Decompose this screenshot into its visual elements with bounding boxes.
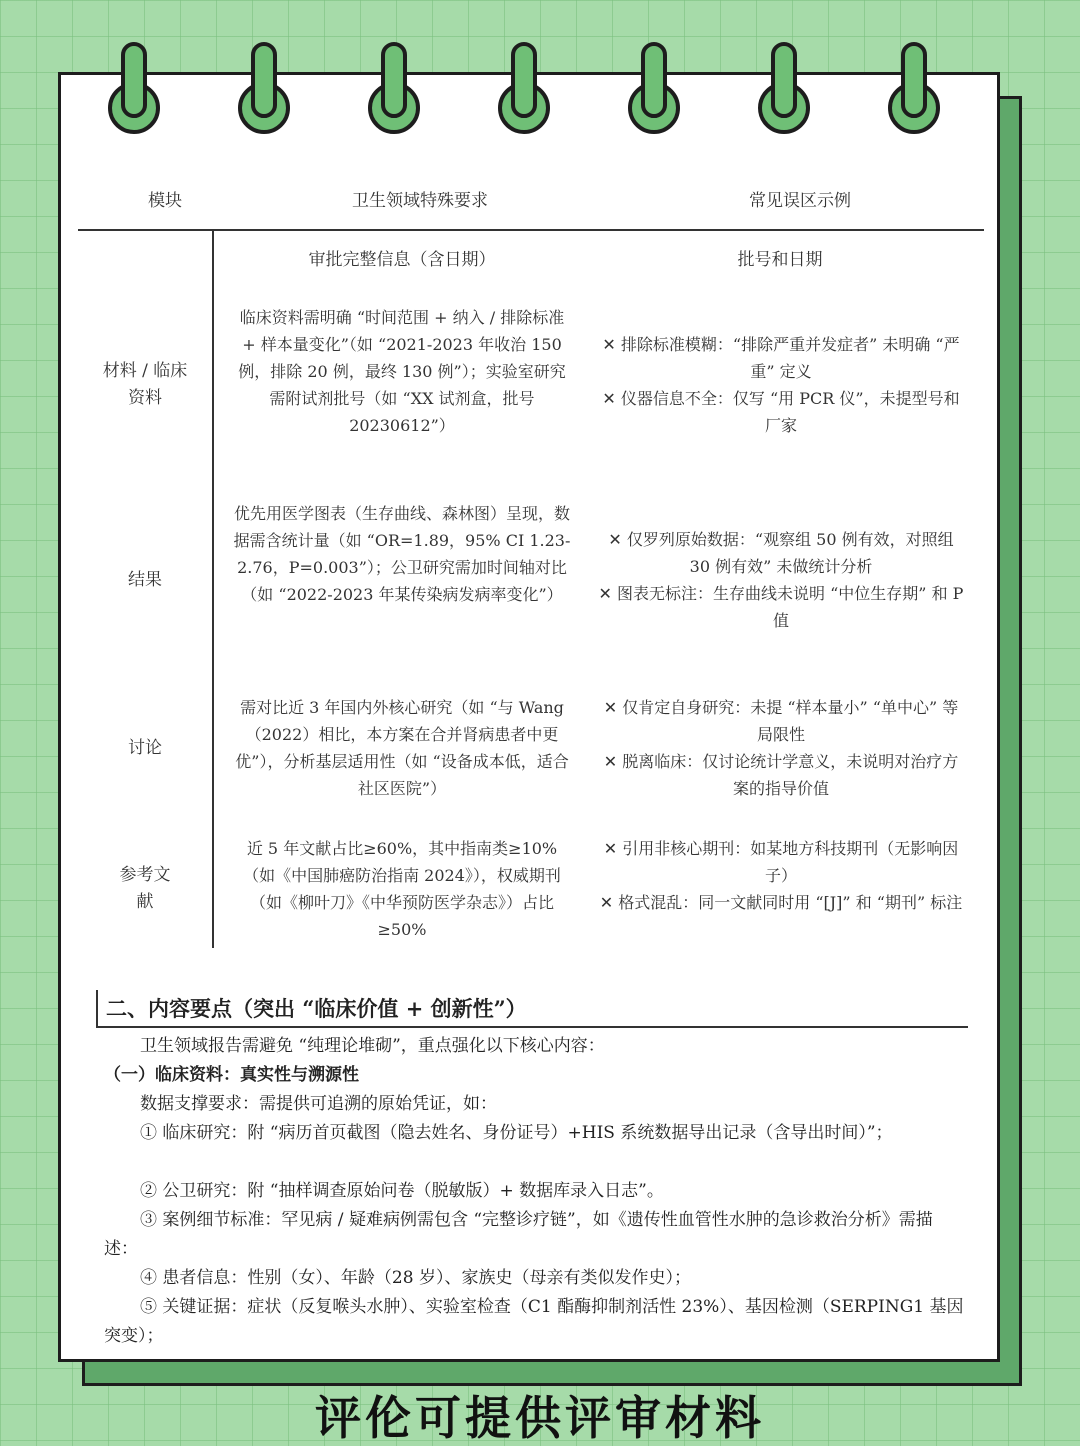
table-header-errors: 常见误区示例 [749,191,851,211]
list-item: ① 临床研究：附 “病历首页截图（隐去姓名、身份证号）+HIS 系统数据导出记录（含导出时间）”； [140,1123,893,1143]
table-row-errors [596,835,966,916]
error-item: ✕ 仅罗列原始数据：“观察组 50 例有效，对照组 30 例有效” 未做统计分析 [608,530,954,576]
table-row-module: 讨论 [128,738,162,758]
spiral-ring-icon [758,42,810,136]
table-column-divider [212,230,214,948]
table-subheader-requirement: 审批完整信息（含日期） [308,250,496,270]
table-header-requirement: 卫生领域特殊要求 [352,191,488,211]
list-item: ② 公卫研究：附 “抽样调查原始问卷（脱敏版）+ 数据库录入日志”。 [140,1181,664,1201]
list-item: ④ 患者信息：性别（女）、年龄（28 岁）、家族史（母亲有类似发作史）； [140,1268,691,1288]
table-row-requirement: 临床资料需明确 “时间范围 + 纳入 / 排除标准 + 样本量变化”（如 “2021-2023 年收治 150 例，排除 20 例，最终 130 例”）；实验室研究需附试剂批号（如 “XX 试剂盒，批号 20230612”） [238,308,566,435]
spiral-ring-icon [888,42,940,136]
table-row-requirement: 近 5 年文献占比≥60%，其中指南类≥10%（如《中国肺癌防治指南 2024》），权威期刊（如《柳叶刀》《中华预防医学杂志》）占比≥50% [243,839,561,939]
subsection-title: （一）临床资料：真实性与溯源性 [104,1065,359,1085]
table-row-module: 参考文献 [119,865,171,912]
error-item: ✕ 格式混乱：同一文献同时用 “[J]” 和 “期刊” 标注 [599,893,963,912]
error-item: ✕ 引用非核心期刊：如某地方科技期刊（无影响因子） [603,839,959,885]
spiral-ring-icon [238,42,290,136]
section-title: 二、内容要点（突出 “临床价值 + 创新性”） [96,990,968,1028]
table-row-errors [596,694,966,802]
error-item: ✕ 排除标准模糊：“排除严重并发症者” 未明确 “严重” 定义 [602,335,960,381]
error-item: ✕ 仪器信息不全：仅写 “用 PCR 仪”，未提型号和厂家 [602,389,960,435]
table-row-errors [596,526,966,634]
list-item: ⑤ 关键证据：症状（反复喉头水肿）、实验室检查（C1 酯酶抑制剂活性 23%）、基因检测（SERPING1 基因突变）； [104,1297,964,1346]
spiral-ring-icon [108,42,160,136]
spiral-ring-icon [368,42,420,136]
table-row-errors [596,331,966,439]
list-item: ③ 案例细节标准：罕见病 / 疑难病例需包含 “完整诊疗链”，如《遗传性血管性水肿的急诊救治分析》需描述： [104,1210,933,1259]
table-row-module: 结果 [128,570,162,590]
spiral-ring-icon [628,42,680,136]
spiral-ring-icon [498,42,550,136]
error-item: ✕ 脱离临床：仅讨论统计学意义，未说明对治疗方案的指导价值 [603,752,959,798]
table-subheader-errors: 批号和日期 [737,250,823,270]
data-requirement: 数据支撑要求：需提供可追溯的原始凭证，如： [140,1094,497,1114]
error-item: ✕ 图表无标注：生存曲线未说明 “中位生存期” 和 P 值 [598,584,964,630]
section-intro: 卫生领域报告需避免 “纯理论堆砌”，重点强化以下核心内容： [140,1036,605,1056]
error-item: ✕ 仅肯定自身研究：未提 “样本量小” “单中心” 等局限性 [603,698,959,744]
table-row-module: 材料 / 临床资料 [102,361,188,408]
table-row-requirement: 优先用医学图表（生存曲线、森林图）呈现，数据需含统计量（如 “OR=1.89，95% CI 1.23-2.76，P=0.003”）；公卫研究需加时间轴对比（如 “2022-2023 年某传染病发病率变化”） [233,504,571,604]
table-row-requirement: 需对比近 3 年国内外核心研究（如 “与 Wang（2022）相比，本方案在合并肾病患者中更优”），分析基层适用性（如 “设备成本低，适合社区医院”） [235,698,569,798]
table-header-module: 模块 [148,191,182,211]
footer-caption: 评伦可提供评审材料 [315,1391,765,1445]
